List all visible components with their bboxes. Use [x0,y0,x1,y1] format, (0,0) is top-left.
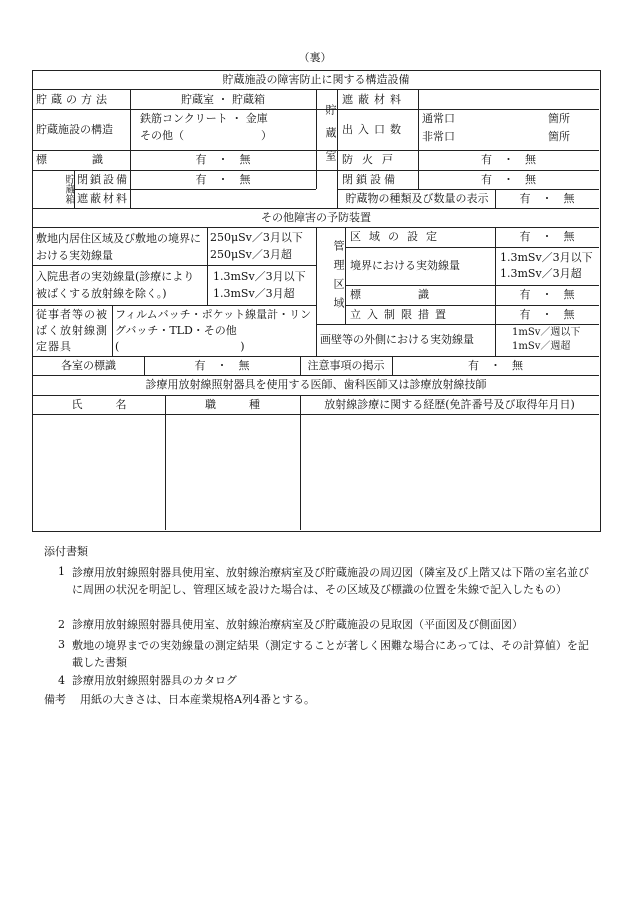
attachments-heading: 添付書類 [44,545,88,558]
room-lock-value: 有 ・ 無 [481,173,536,186]
col-name: 氏 名 [71,398,127,411]
box-shield-label: 遮蔽材料 [77,192,129,205]
prevention-title: その他障害の予防装置 [261,211,371,224]
control-area-label: 管理区域 [332,240,345,316]
method-label: 貯蔵の方法 [36,93,111,106]
entrance-normal-unit: 箇所 [548,112,570,125]
method-value: 貯蔵室 ・ 貯蔵箱 [181,93,265,106]
attachment-num-3: 3 [58,638,65,651]
storage-type-value: 有 ・ 無 [519,192,575,205]
notice-value: 有 ・ 無 [468,359,523,372]
area-setting-label: 区域の設定 [350,230,445,243]
structure-label: 貯蔵施設の構造 [36,123,113,136]
attachment-text-1: 診療用放射線照射器具使用室、放射線治療病室及び貯蔵施設の周辺図（隣室及び上階又は下階の室名並びに周囲の状況を明記し、管理区域を設けた場合は、その区域及び標識の位置を朱線で記入したもの） [72,566,589,596]
area-entry-label: 立入制限措置 [350,308,452,321]
wall-value1: 1mSv／週以下 [512,327,581,338]
room-label: 貯蔵室 [324,104,337,173]
wall-label: 画壁等の外側における実効線量 [320,333,474,346]
attachment-text-3: 敷地の境界までの実効線量の測定結果（測定することが著しく困難な場合にあっては、その計算値）を記載した書類 [72,639,589,669]
entrance-emergency-unit: 箇所 [548,130,570,143]
attachment-text-2: 診療用放射線照射器具使用室、放射線治療病室及び貯蔵施設の見取図（平面図及び側面図） [72,618,523,631]
area-boundary-value1: 1.3mSv／3月以下 [500,251,593,264]
area-mark-label: 標 識 [350,288,435,301]
storage-type-label: 貯蔵物の種類及び数量の表示 [345,192,489,205]
col-type: 職 種 [205,398,260,411]
room-mark-label: 各室の標識 [61,359,116,372]
attachment-text-4: 診療用放射線照射器具のカタログ [72,674,237,687]
area-boundary-label: 境界における実効線量 [350,259,460,272]
mark-label: 標 識 [36,153,106,166]
room-fire-door-value: 有 ・ 無 [481,153,536,166]
area-entry-value: 有 ・ 無 [519,308,575,321]
col-history: 放射線診療に関する経歴(免許番号及び取得年月日) [324,398,575,411]
boundary-value1: 250μSv／3月以下 [210,231,303,244]
boundary-value2: 250μSv／3月超 [210,248,292,261]
worker-value: フィルムバッチ・ポケット線量計・リングバッチ・TLD・その他( ) [115,308,312,353]
remark-text: 用紙の大きさは、日本産業規格A列4番とする。 [80,693,315,706]
worker-label: 従事者等の被ばく放射線測定器具 [36,308,108,353]
structure-line2: その他（ ） [140,129,272,142]
box-lock-label: 閉鎖設備 [77,173,129,186]
structure-line1: 鉄筋コンクリート ・ 金庫 [140,112,268,125]
room-entrance-label: 出入口数 [342,123,406,136]
side-label: （裏） [298,51,332,64]
storage-title: 貯蔵施設の障害防止に関する構造設備 [222,73,410,86]
attachment-num-2: 2 [58,618,65,631]
mark-value: 有 ・ 無 [195,153,251,166]
attachment-num-4: 4 [58,674,65,687]
box-label: 貯蔵箱 [63,174,74,204]
area-mark-value: 有 ・ 無 [519,288,575,301]
remark-label: 備考 [44,693,66,706]
entrance-normal: 通常口 [422,112,455,125]
room-lock-label: 閉鎖設備 [342,173,398,186]
notice-label: 注意事項の掲示 [307,359,385,372]
patient-value1: 1.3mSv／3月以下 [213,270,306,283]
area-boundary-value2: 1.3mSv／3月超 [500,267,582,280]
staff-title: 診療用放射線照射器具を使用する医師、歯科医師又は診療放射線技師 [145,378,487,391]
wall-value2: 1mSv／週超 [512,341,571,352]
patient-label: 入院患者の実効線量(診療により被ばくする放射線を除く。) [36,270,195,300]
boundary-label: 敷地内居住区域及び敷地の境界における実効線量 [36,232,201,262]
room-shield-label: 遮蔽材料 [342,93,406,106]
patient-value2: 1.3mSv／3月超 [213,287,295,300]
box-lock-value: 有 ・ 無 [195,173,251,186]
room-mark-value: 有 ・ 無 [194,359,250,372]
area-setting-value: 有 ・ 無 [519,230,575,243]
entrance-emergency: 非常口 [422,130,455,143]
room-fire-door-label: 防火戸 [342,153,402,166]
attachment-num-1: 1 [58,565,65,578]
